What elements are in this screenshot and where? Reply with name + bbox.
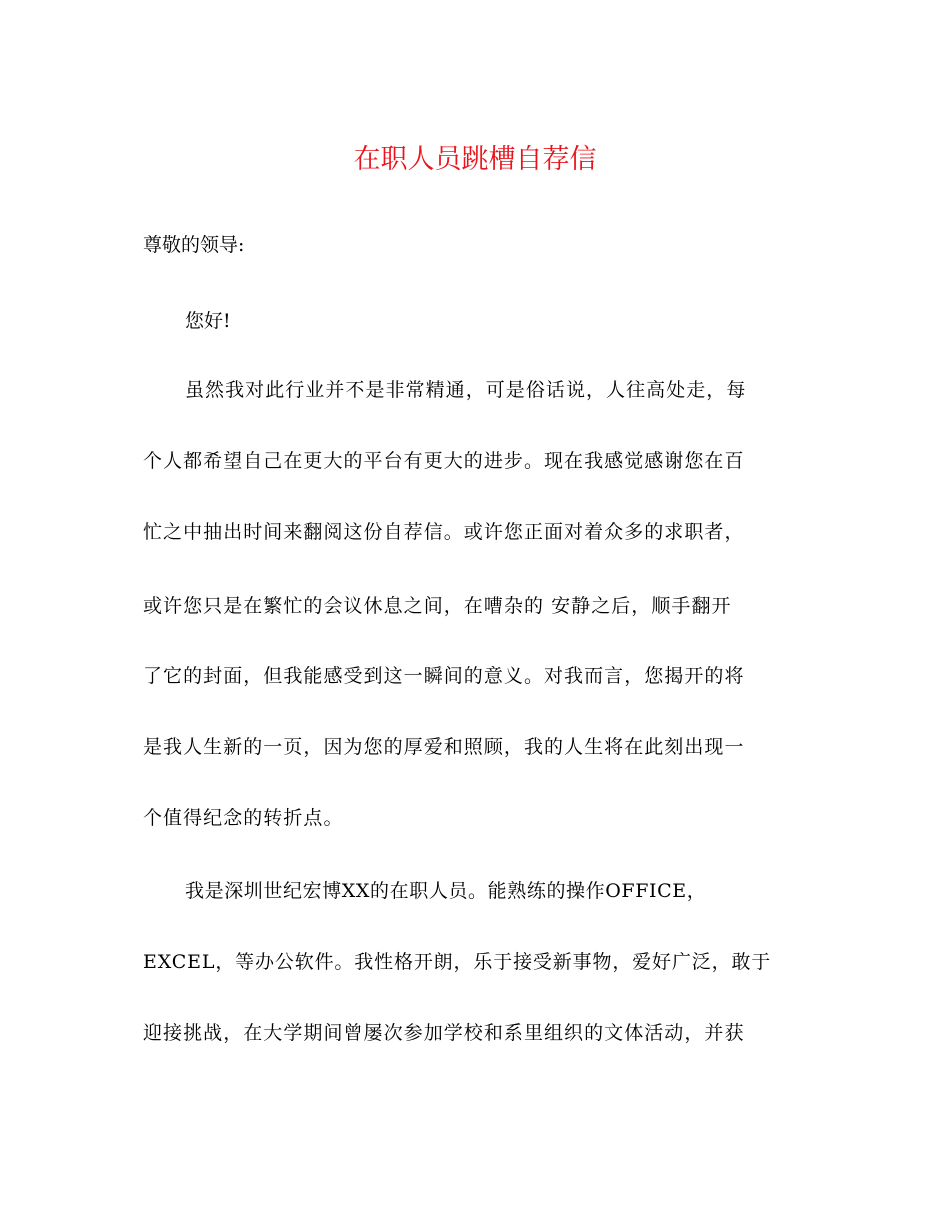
document-title: 在职人员跳槽自荐信 (353, 144, 597, 175)
salutation: 您好! (185, 310, 231, 332)
body-line-2: 个人都希望自己在更大的平台有更大的进步。现在我感觉感谢您在百 (143, 450, 745, 472)
body-line-4: 或许您只是在繁忙的会议休息之间，在嘈杂的 安静之后，顺手翻开 (143, 595, 732, 617)
body-line-3: 忙之中抽出时间来翻阅这份自荐信。或许您正面对着众多的求职者， (143, 521, 745, 543)
body-line-5: 了它的封面，但我能感受到这一瞬间的意义。对我而言，您揭开的将 (143, 665, 745, 687)
body-line-8: 我是深圳世纪宏博XX的在职人员。能熟练的操作OFFICE， (185, 880, 707, 902)
body-line-9: EXCEL，等办公软件。我性格开朗，乐于接受新事物，爱好广泛，敢于 (143, 951, 772, 973)
body-line-7: 个值得纪念的转折点。 (143, 807, 344, 829)
body-line-6: 是我人生新的一页，因为您的厚爱和照顾，我的人生将在此刻出现一 (143, 736, 745, 758)
body-line-1: 虽然我对此行业并不是非常精通，可是俗话说，人往高处走，每 (185, 379, 747, 401)
greeting: 尊敬的领导: (143, 234, 245, 256)
body-line-10: 迎接挑战，在大学期间曾屡次参加学校和系里组织的文体活动，并获 (143, 1022, 745, 1044)
